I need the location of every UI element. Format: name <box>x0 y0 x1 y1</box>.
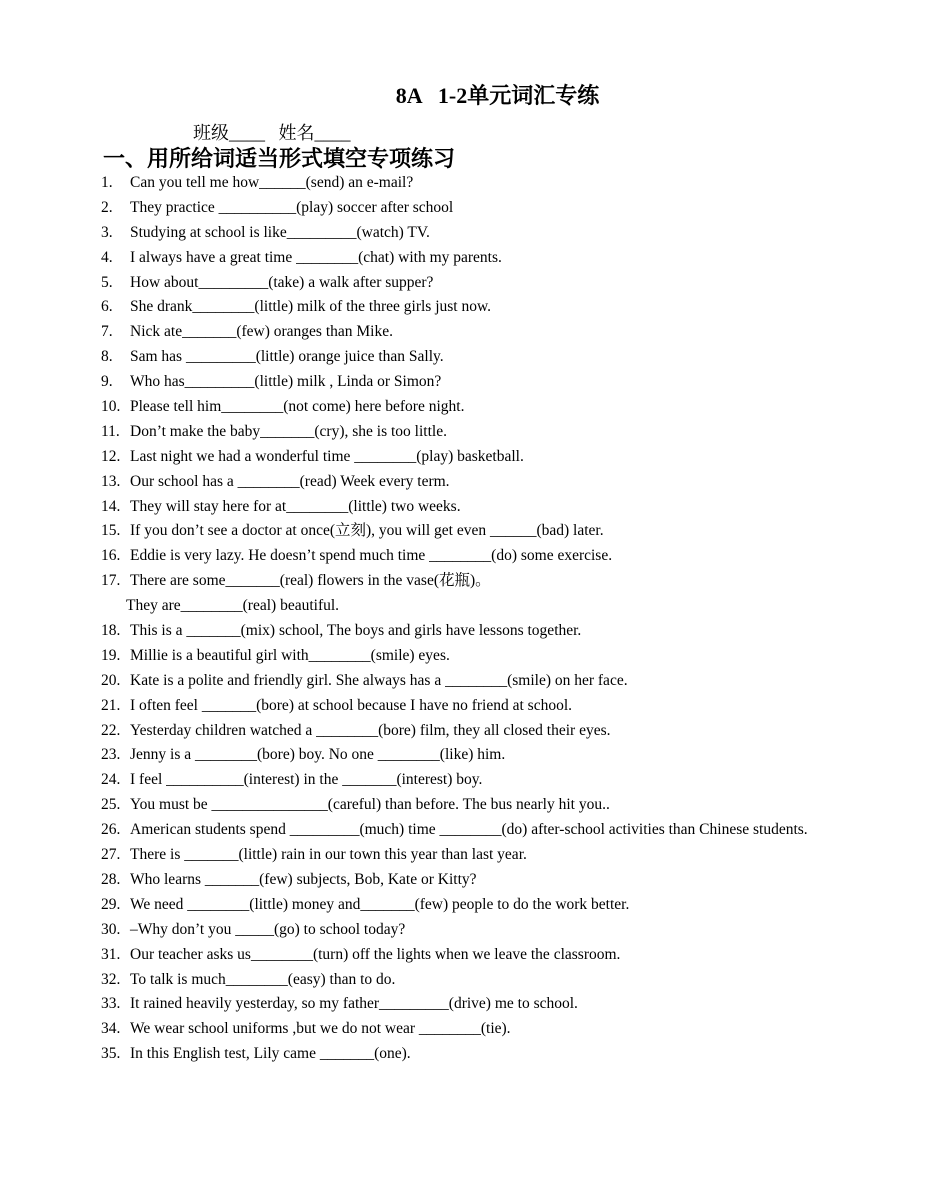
question-text: There is _______(little) rain in our town this year than last year. <box>130 846 527 864</box>
question-item <box>0 968 950 993</box>
question-number: 28. <box>101 870 121 888</box>
question-text: How about_________(take) a walk after supper? <box>130 273 434 291</box>
question-item <box>0 345 950 370</box>
question-item <box>0 893 950 918</box>
question-text: I always have a great time ________(chat) with my parents. <box>130 248 502 266</box>
question-item <box>0 768 950 793</box>
question-number: 9. <box>101 373 113 391</box>
question-number: 1. <box>101 174 113 191</box>
question-text: Studying at school is like_________(watch) TV. <box>130 223 430 241</box>
question-text: –Why don’t you _____(go) to school today? <box>130 920 406 938</box>
question-number: 35. <box>101 1045 121 1063</box>
question-text: You must be _______________(careful) than before. The bus nearly hit you.. <box>130 796 610 814</box>
question-text: They will stay here for at________(little) two weeks. <box>130 497 461 515</box>
question-text: I often feel _______(bore) at school because I have no friend at school. <box>130 696 573 714</box>
question-text: Please tell him________(not come) here before night. <box>130 398 465 416</box>
section-heading: 一、用所给词适当形式填空专项练习 <box>103 146 456 171</box>
question-item <box>0 669 950 694</box>
question-number: 7. <box>101 323 113 341</box>
question-text: I feel __________(interest) in the _______(interest) boy. <box>130 771 483 789</box>
question-item <box>0 246 950 271</box>
question-item <box>0 196 950 221</box>
question-text: They are________(real) beautiful. <box>126 597 340 615</box>
question-item <box>0 370 950 395</box>
question-item <box>0 495 950 520</box>
question-item <box>0 320 950 345</box>
question-text: Sam has _________(little) orange juice than Sally. <box>130 348 444 366</box>
question-list <box>0 171 950 1067</box>
question-item <box>0 793 950 818</box>
question-number: 26. <box>101 821 121 839</box>
question-item <box>0 918 950 943</box>
question-text: This is a _______(mix) school, The boys and girls have lessons together. <box>130 622 582 640</box>
question-number: 11. <box>101 422 120 440</box>
question-item <box>0 221 950 246</box>
question-text: Our teacher asks us________(turn) off the lights when we leave the classroom. <box>130 945 621 963</box>
question-text: Kate is a polite and friendly girl. She always has a ________(smile) on her face. <box>130 671 628 689</box>
question-item <box>0 694 950 719</box>
question-item <box>0 594 950 619</box>
question-text: They practice __________(play) soccer after school <box>130 198 454 216</box>
question-number: 32. <box>101 970 121 988</box>
question-text: Our school has a ________(read) Week every term. <box>130 472 450 490</box>
question-number: 3. <box>101 223 113 241</box>
question-number: 8. <box>101 348 113 366</box>
question-item <box>0 843 950 868</box>
question-text: It rained heavily yesterday, so my father_________(drive) me to school. <box>130 995 578 1013</box>
question-item <box>0 1042 950 1067</box>
question-item <box>0 644 950 669</box>
question-item <box>0 619 950 644</box>
question-number: 6. <box>101 298 113 316</box>
question-number: 23. <box>101 746 121 764</box>
question-text: Last night we had a wonderful time ________(play) basketball. <box>130 447 524 465</box>
question-number: 31. <box>101 945 121 963</box>
question-number: 29. <box>101 895 121 913</box>
question-number: 12. <box>101 447 121 465</box>
question-number: 14. <box>101 497 121 515</box>
question-text: Who has_________(little) milk , Linda or Simon? <box>130 373 442 391</box>
question-number: 30. <box>101 920 121 938</box>
question-item <box>0 818 950 843</box>
question-number: 24. <box>101 771 121 789</box>
question-number: 2. <box>101 198 113 216</box>
question-text: Jenny is a ________(bore) boy. No one ________(like) him. <box>130 746 506 764</box>
class-name-line: 班级____ 姓名____ <box>193 123 351 143</box>
question-item <box>0 719 950 744</box>
question-item <box>0 943 950 968</box>
question-number: 17. <box>101 572 121 590</box>
question-number: 21. <box>101 696 121 714</box>
question-number: 10. <box>101 398 121 416</box>
question-text: Millie is a beautiful girl with________(smile) eyes. <box>130 646 450 664</box>
question-number: 4. <box>101 248 113 266</box>
question-number: 15. <box>101 522 121 540</box>
question-item <box>0 544 950 569</box>
question-text: Eddie is very lazy. He doesn’t spend much time ________(do) some exercise. <box>130 547 613 565</box>
question-item <box>0 171 950 196</box>
question-text: Yesterday children watched a ________(bore) film, they all closed their eyes. <box>130 721 611 739</box>
question-number: 25. <box>101 796 121 814</box>
question-item <box>0 445 950 470</box>
question-number: 13. <box>101 472 121 490</box>
question-number: 27. <box>101 846 121 864</box>
question-text: There are some_______(real) flowers in the vase(花瓶)。 <box>130 572 491 590</box>
question-item <box>0 295 950 320</box>
question-text: Nick ate_______(few) oranges than Mike. <box>130 323 393 341</box>
question-text: Don’t make the baby_______(cry), she is too little. <box>130 422 447 440</box>
question-text: She drank________(little) milk of the three girls just now. <box>130 298 492 316</box>
question-number: 19. <box>101 646 121 664</box>
question-text: We wear school uniforms ,but we do not wear ________(tie). <box>130 1020 511 1038</box>
question-item <box>0 1017 950 1042</box>
question-text: Can you tell me how______(send) an e-mail? <box>130 174 414 191</box>
question-item <box>0 743 950 768</box>
question-number: 16. <box>101 547 121 565</box>
question-text: We need ________(little) money and_______(few) people to do the work better. <box>130 895 630 913</box>
question-number: 22. <box>101 721 121 739</box>
question-item <box>0 395 950 420</box>
question-text: To talk is much________(easy) than to do. <box>130 970 396 988</box>
question-text: Who learns _______(few) subjects, Bob, Kate or Kitty? <box>130 870 477 888</box>
page-title: 8A 1-2单元词汇专练 <box>395 83 600 108</box>
question-text: American students spend _________(much) time ________(do) after-school activities than Chinese students. <box>130 821 808 839</box>
question-item <box>0 519 950 544</box>
question-item <box>0 420 950 445</box>
question-number: 34. <box>101 1020 121 1038</box>
question-item <box>0 992 950 1017</box>
question-number: 20. <box>101 671 121 689</box>
question-number: 33. <box>101 995 121 1013</box>
question-text: In this English test, Lily came _______(one). <box>130 1045 411 1063</box>
question-text: If you don’t see a doctor at once(立刻), you will get even ______(bad) later. <box>130 522 604 540</box>
question-item <box>0 569 950 594</box>
question-item <box>0 470 950 495</box>
question-number: 18. <box>101 622 121 640</box>
question-number: 5. <box>101 273 113 291</box>
question-item <box>0 868 950 893</box>
question-item <box>0 271 950 296</box>
